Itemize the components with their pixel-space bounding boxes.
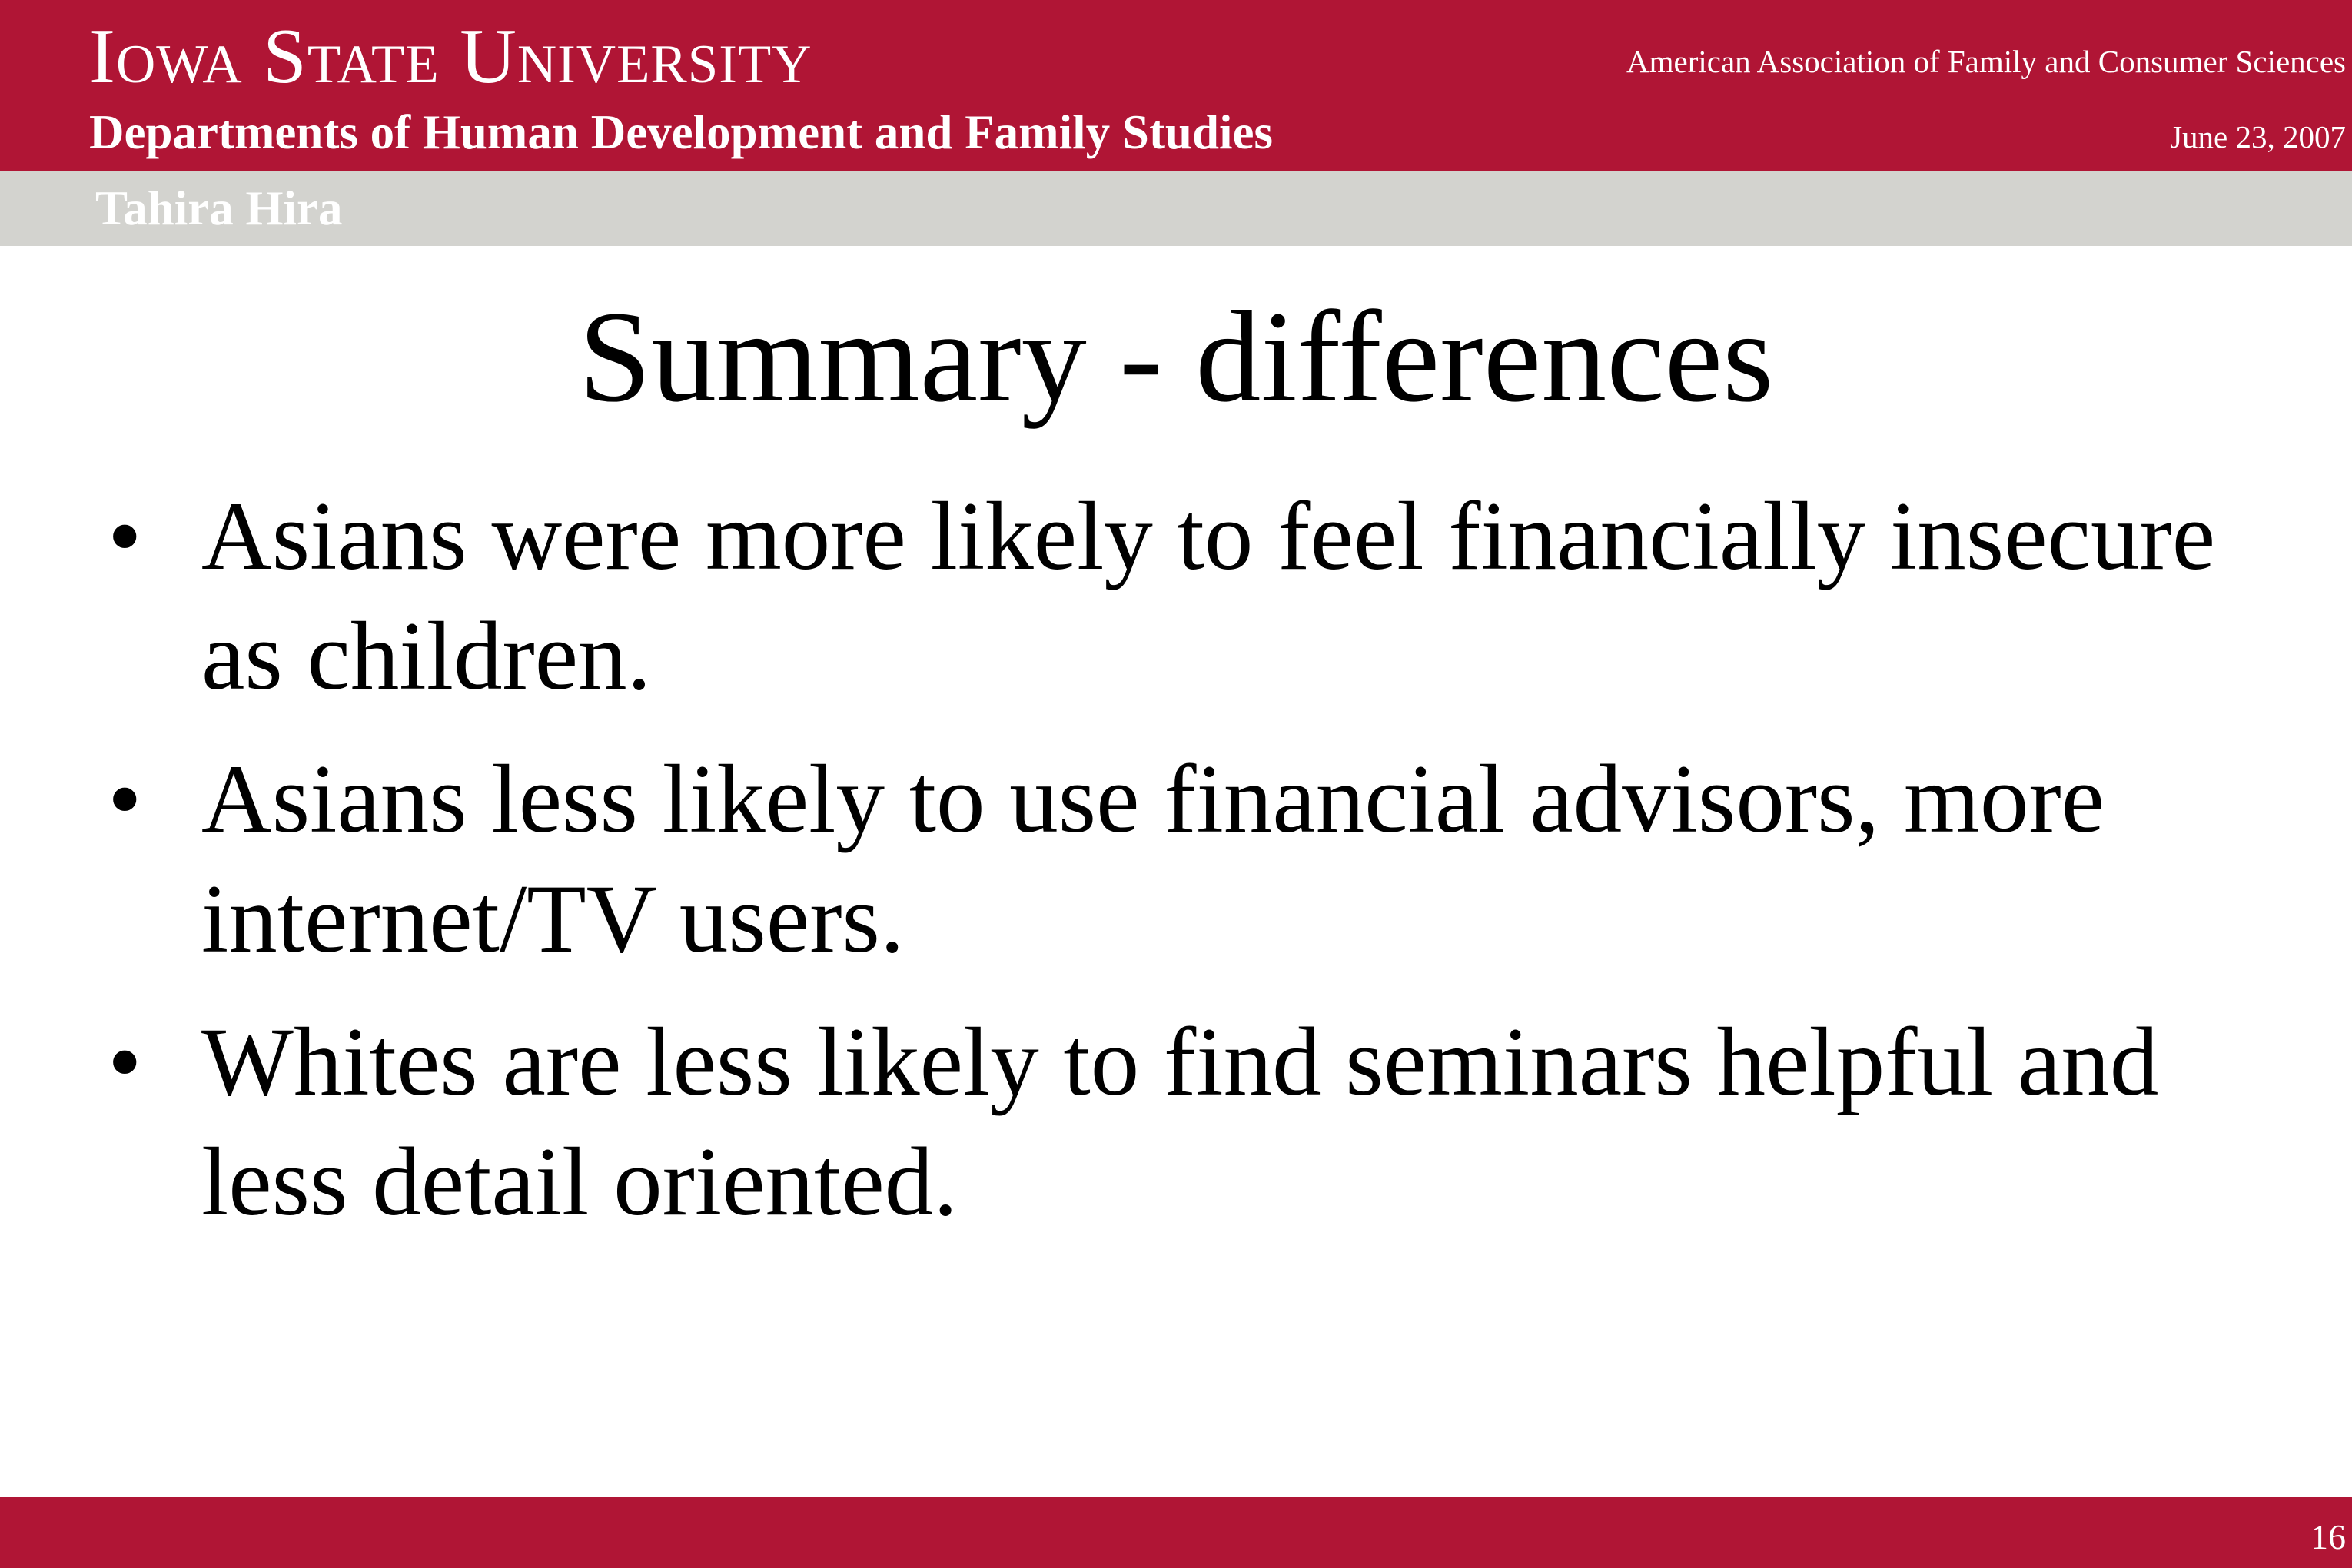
header-banner <box>0 0 2352 171</box>
conference-name: American Association of Family and Consumer Sciences <box>1626 44 2346 79</box>
bullet-item <box>108 477 2306 716</box>
university-wordmark: Iowa State University <box>89 13 812 100</box>
footer-banner <box>0 1497 2352 1568</box>
bullet-icon: • <box>108 1008 142 1116</box>
bullet-list <box>108 477 2306 1265</box>
author-name: Tahira Hira <box>95 181 343 235</box>
bullet-icon: • <box>108 746 142 853</box>
page-number: 16 <box>2310 1517 2346 1556</box>
bullet-icon: • <box>108 483 142 590</box>
bullet-item <box>108 1002 2306 1242</box>
bullet-text: Asians less likely to use financial advisors, more internet/TV users. <box>201 746 2105 973</box>
slide-title: Summary - differences <box>578 284 1774 429</box>
bullet-item <box>108 739 2306 979</box>
department-name: Departments of Human Development and Family Studies <box>89 105 1273 159</box>
author-banner <box>0 171 2352 246</box>
bullet-text: Asians were more likely to feel financially insecure as children. <box>201 483 2216 710</box>
bullet-text: Whites are less likely to find seminars helpful and less detail oriented. <box>201 1008 2159 1236</box>
conference-date: June 23, 2007 <box>2170 119 2346 154</box>
